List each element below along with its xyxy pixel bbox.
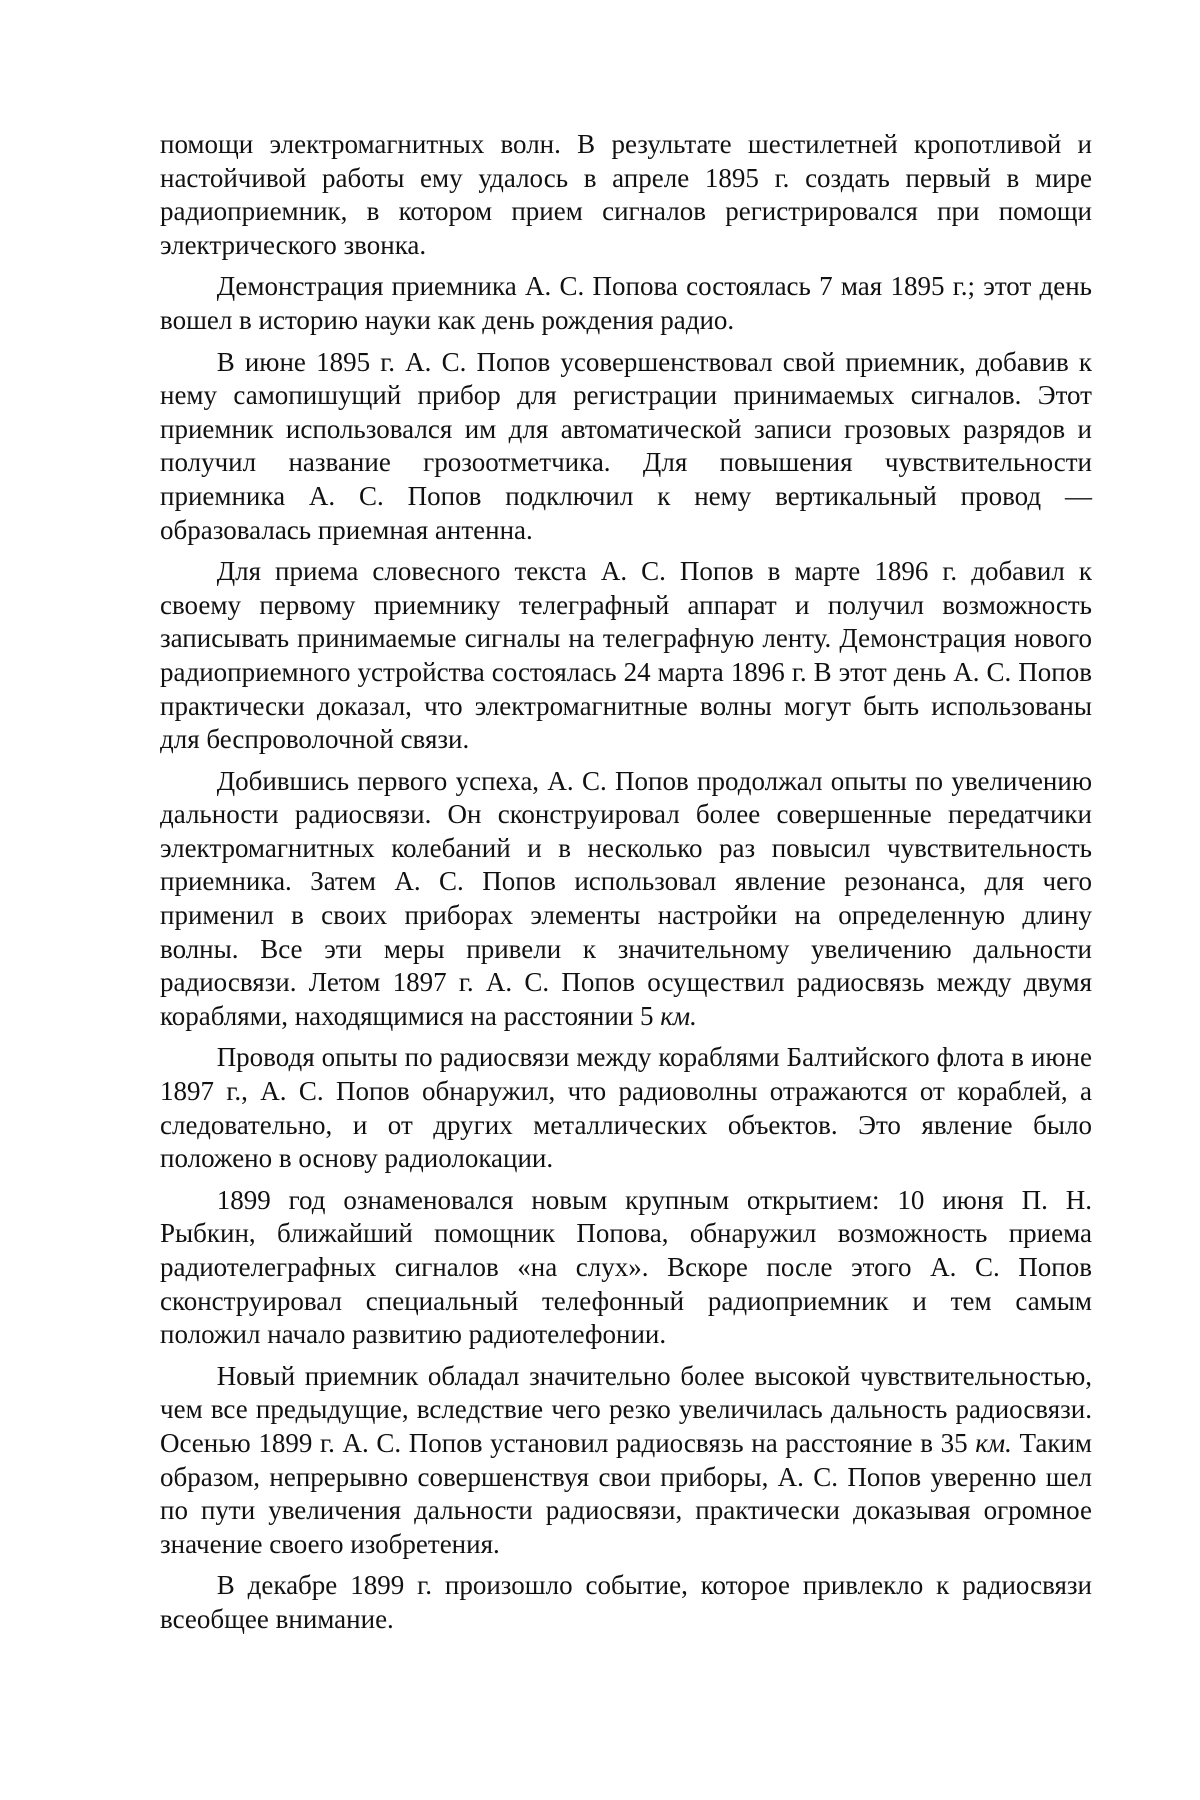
paragraph-8-unit-km: км.: [975, 1427, 1012, 1458]
paragraph-3: [160, 346, 1092, 548]
paragraph-5-unit-km: км.: [660, 1000, 697, 1031]
paragraph-1-text: помощи электромагнитных волн. В результате шестилетней кропотливой и настойчивой работы ему удалось в апреле 1895 г. создать первый в мире радиоприемник, в котором прием сигналов регистрировался при помощи электрического звонка.: [160, 129, 1092, 260]
paragraph-6-text: Проводя опыты по радиосвязи между кораблями Балтийского флота в июне 1897 г., А. С. Попов обнаружил, что радиоволны отражаются от кораблей, а следовательно, и от других металлических объектов. Это явление было положено в основу радиолокации.: [160, 1042, 1092, 1174]
paragraph-5: [160, 765, 1092, 1034]
paragraph-8-text-a: Новый приемник обладал значительно более высокой чувствительностью, чем все предыдущие, вследствие чего резко увеличилась дальность радиосвязи. Осенью 1899 г. А. С. Попов установил радиосвязь на расстояние в 35: [160, 1360, 1092, 1458]
paragraph-4-text: Для приема словесного текста А. С. Попов в марте 1896 г. добавил к своему первому приемнику телеграфный аппарат и получил возможность записывать принимаемые сигналы на телеграфную ленту. Демонстрация нового радиоприемного устройства состоялась 24 марта 1896 г. В этот день А. С. Попов практически доказал, что электромагнитные волны могут быть использованы для беспроволочной связи.: [160, 556, 1092, 755]
paragraph-8: [160, 1360, 1092, 1562]
paragraph-6: [160, 1041, 1092, 1175]
body-text: [160, 128, 1092, 1637]
paragraph-1: [160, 128, 1092, 262]
paragraph-7-text: 1899 год ознаменовался новым крупным открытием: 10 июня П. Н. Рыбкин, ближайший помощник Попова, обнаружил возможность приема радиотелеграфных сигналов «на слух». Вскоре после этого А. С. Попов сконструировал специальный телефонный радиоприемник и тем самым положил начало развитию радиотелефонии.: [160, 1184, 1092, 1350]
paragraph-3-text: В июне 1895 г. А. С. Попов усовершенствовал свой приемник, добавив к нему самопишущий прибор для регистрации принимаемых сигналов. Этот приемник использовался им для автоматической записи грозовых разрядов и получил название грозоотметчика. Для повышения чувствительности приемника А. С. Попов подключил к нему вертикальный провод — образовалась приемная антенна.: [160, 346, 1092, 545]
paragraph-8-text-b: Таким образом, непрерывно совершенствуя свои приборы, А. С. Попов уверенно шел по пути увеличения дальности радиосвязи, практически доказывая огромное значение своего изобретения.: [160, 1427, 1092, 1559]
paragraph-7: [160, 1184, 1092, 1352]
paragraph-9: [160, 1569, 1092, 1636]
paragraph-9-text: В декабре 1899 г. произошло событие, которое привлекло к радиосвязи всеобщее внимание.: [160, 1570, 1092, 1634]
paragraph-4: [160, 555, 1092, 757]
paragraph-5-text: Добившись первого успеха, А. С. Попов продолжал опыты по увеличению дальности радиосвязи. Он сконструировал более совершенные передатчики электромагнитных колебаний и в несколько раз повысил чувствительность приемника. Затем А. С. Попов использовал явление резонанса, для чего применил в своих приборах элементы настройки на определенную длину волны. Все эти меры привели к значительному увеличению дальности радиосвязи. Летом 1897 г. А. С. Попов осуществил радиосвязь между двумя кораблями, находящимися на расстоянии 5: [160, 765, 1092, 1031]
paragraph-2-text: Демонстрация приемника А. С. Попова состоялась 7 мая 1895 г.; этот день вошел в историю науки как день рождения радио.: [160, 271, 1092, 335]
paragraph-2: [160, 270, 1092, 337]
